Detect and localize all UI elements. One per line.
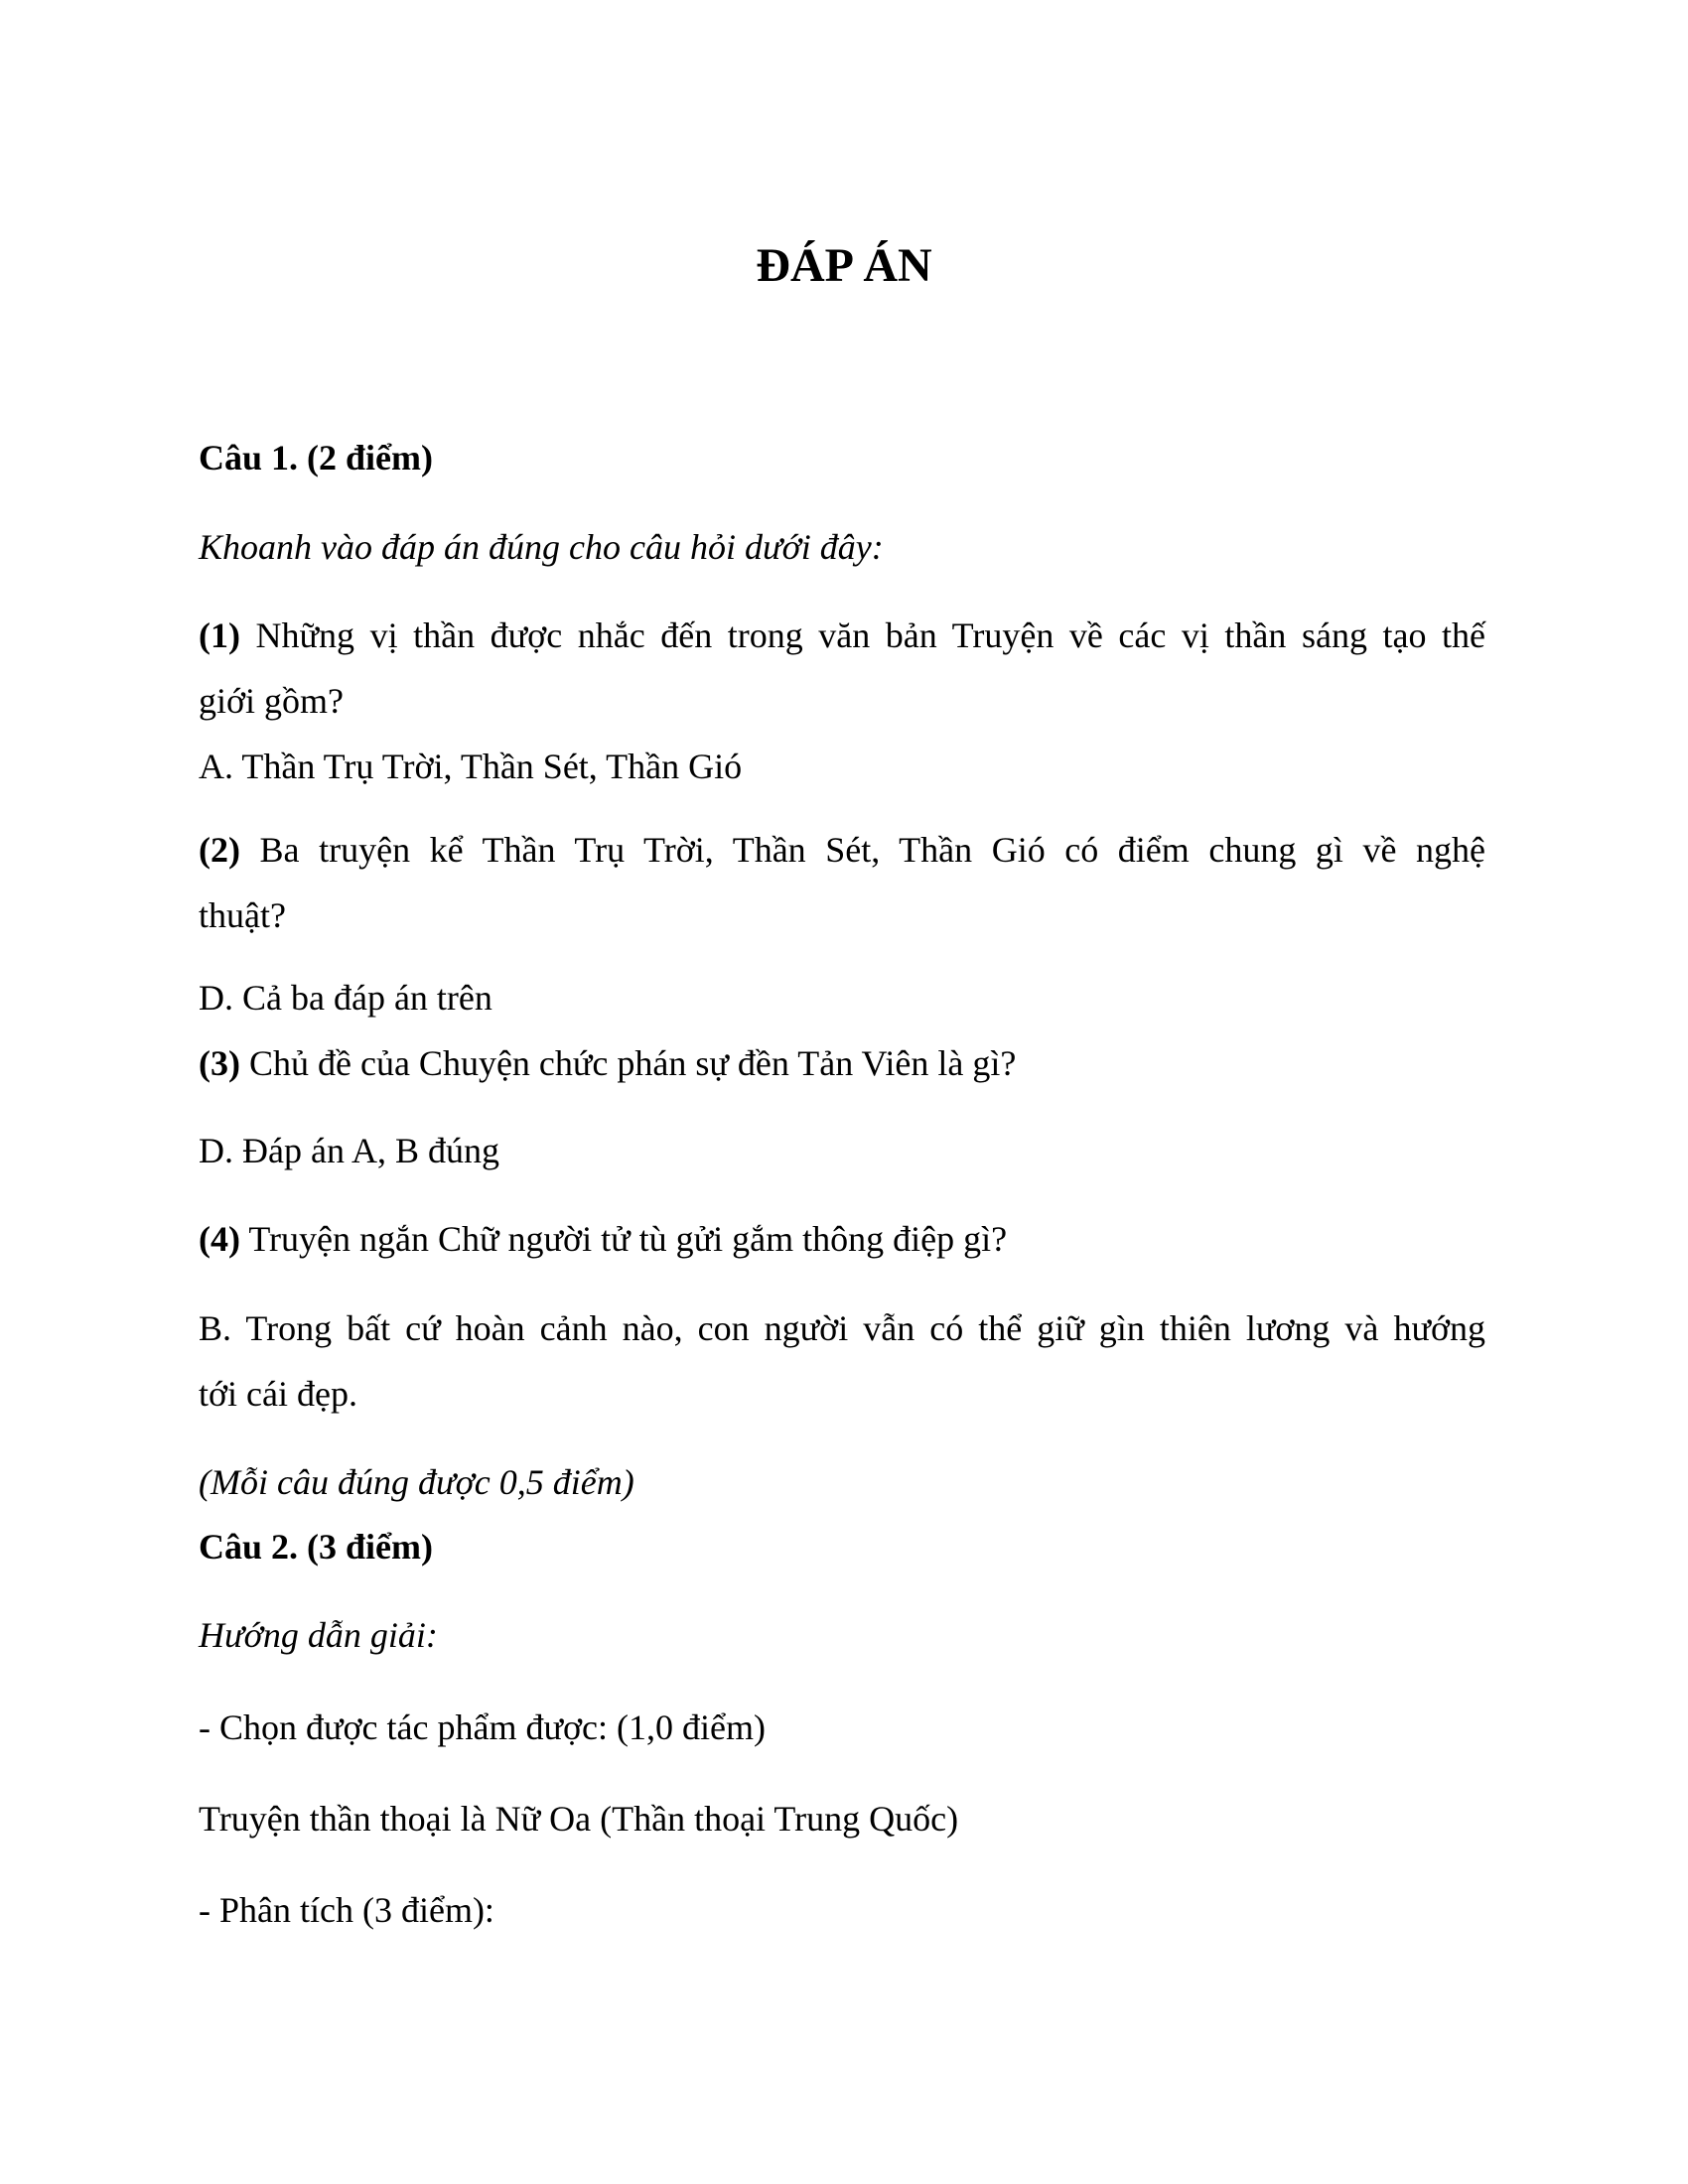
item-3-question (199, 1045, 1016, 1081)
item-4-question (199, 1221, 1007, 1257)
question-2-heading: Câu 2. (3 điểm) (199, 1527, 433, 1567)
question-1-instruction: Khoanh vào đáp án đúng cho câu hỏi dưới đây: (199, 527, 884, 567)
item-3-question-text: Chủ đề của Chuyện chức phán sự đền Tản Viên là gì? (239, 1043, 1017, 1083)
question-1-scoring-note: (Mỗi câu đúng được 0,5 điểm) (199, 1462, 634, 1502)
item-1-question-text: Những vị thần được nhắc đến trong văn bản Truyện về các vị thần sáng tạo thế (239, 615, 1485, 655)
question-2-choose-line: - Chọn được tác phẩm được: (1,0 điểm) (199, 1707, 766, 1747)
page-title: ĐÁP ÁN (756, 239, 932, 292)
item-2-question-text: Ba truyện kể Thần Trụ Trời, Thần Sét, Thần Gió có điểm chung gì về nghệ (239, 830, 1485, 870)
item-4-answer-line1: B. Trong bất cứ hoàn cảnh nào, con người vẫn có thể giữ gìn thiên lương và hướng (199, 1308, 1485, 1348)
item-1-question-line1 (199, 617, 1485, 653)
item-2-number: (2) (199, 830, 240, 870)
item-4-answer-line2: tới cái đẹp. (199, 1374, 357, 1414)
item-2-question-line1 (199, 832, 1485, 868)
item-1-question-line2: giới gồm? (199, 681, 345, 721)
item-4-number: (4) (199, 1219, 240, 1259)
question-1-heading: Câu 1. (2 điểm) (199, 438, 433, 478)
item-3-answer: D. Đáp án A, B đúng (199, 1131, 499, 1170)
item-2-answer: D. Cả ba đáp án trên (199, 978, 492, 1018)
item-1-answer: A. Thần Trụ Trời, Thần Sét, Thần Gió (199, 747, 743, 786)
item-2-question-line2: thuật? (199, 895, 286, 935)
question-2-analysis-line: - Phân tích (3 điểm): (199, 1890, 494, 1930)
question-2-work-line: Truyện thần thoại là Nữ Oa (Thần thoại Trung Quốc) (199, 1799, 959, 1839)
question-2-guide-label: Hướng dẫn giải: (199, 1615, 438, 1655)
item-3-number: (3) (199, 1043, 240, 1083)
item-4-question-text: Truyện ngắn Chữ người tử tù gửi gắm thông điệp gì? (239, 1219, 1008, 1259)
item-1-number: (1) (199, 615, 240, 655)
